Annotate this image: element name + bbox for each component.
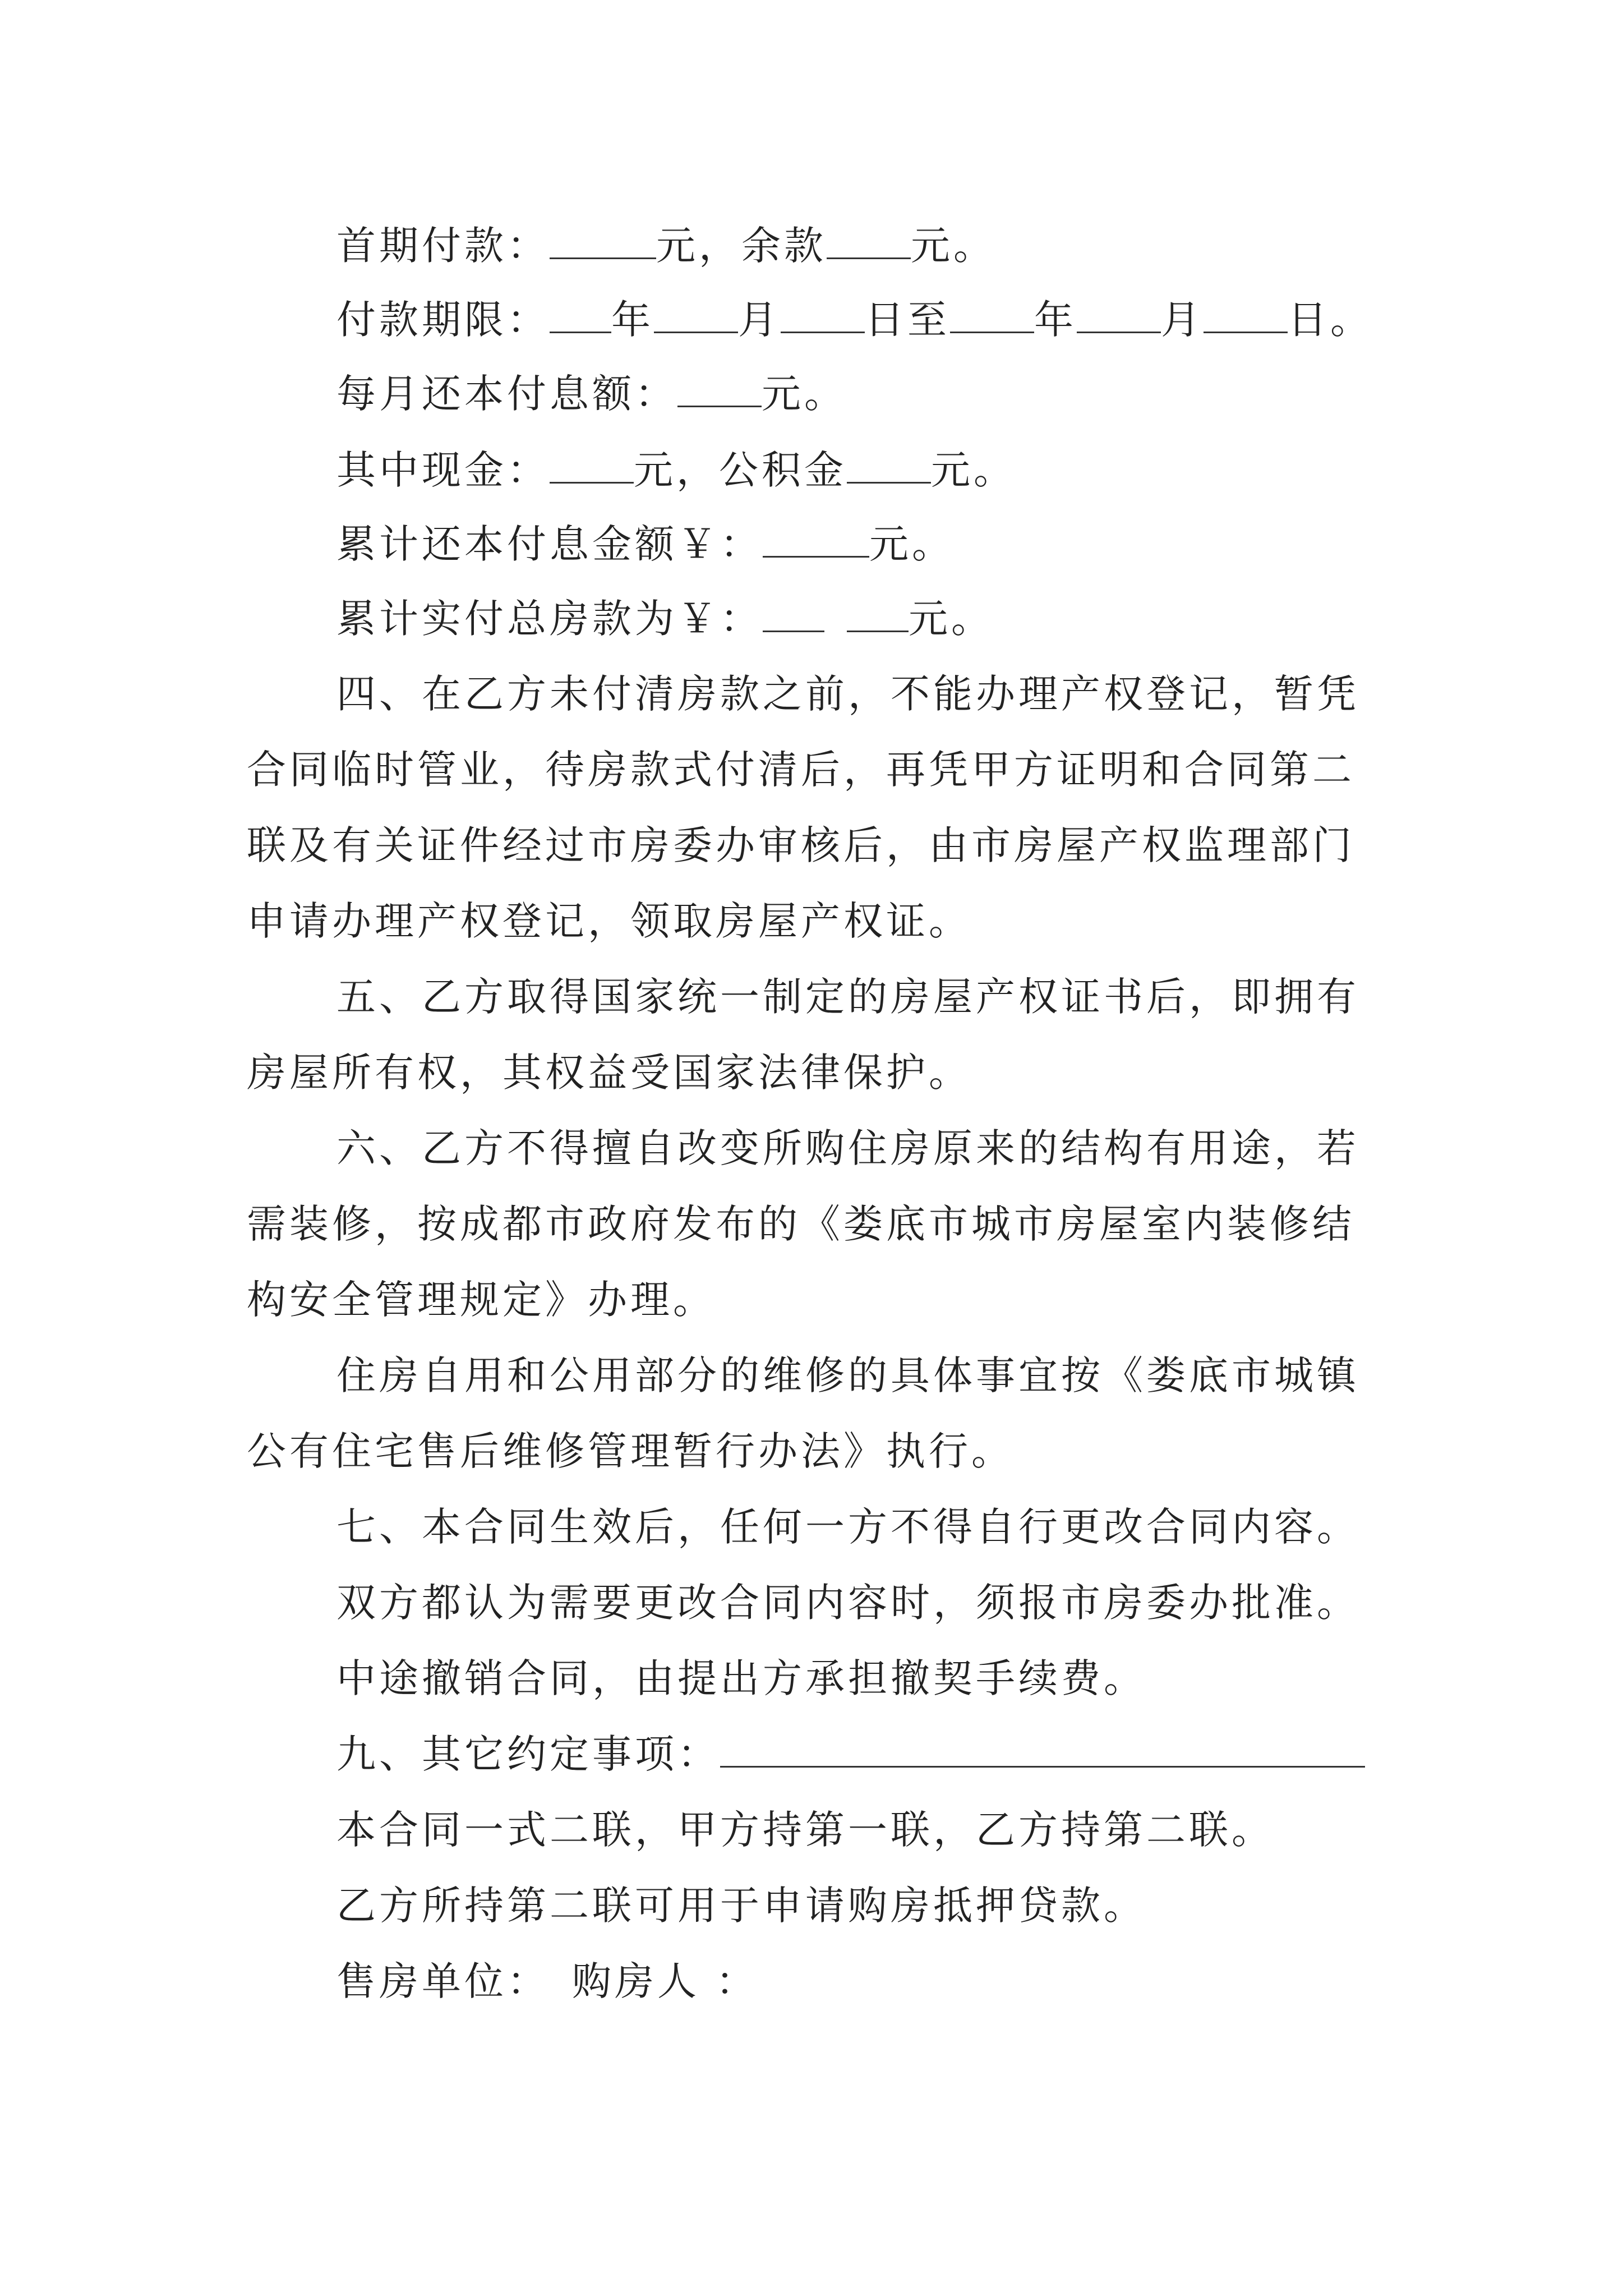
payment-term-label: 付款期限： [336,297,550,343]
yuan-period-text: 元。 [909,596,994,642]
down-payment-blank[interactable] [550,220,656,259]
seller-label: 售房单位： [336,1958,550,2004]
monthly-payment-label: 每月还本付息额： [336,371,677,417]
month-text: 月 [1161,297,1204,343]
clause-4-line-2: 合同临时管业，待房款式付清后，再凭甲方证明和合同第二 [247,747,1355,793]
monthly-payment-blank[interactable] [677,369,762,407]
fund-blank[interactable] [847,445,931,484]
cumulative-total-label: 累计实付总房款为￥： [336,596,763,642]
repair-line-1: 住房自用和公用部分的维修的具体事宜按《娄底市城镇 [336,1352,1359,1398]
start-day-blank[interactable] [781,295,865,333]
clause-7-line-2: 双方都认为需要更改合同内容时，须报市房委办批准。 [336,1580,1359,1626]
cash-blank[interactable] [550,445,634,484]
clause-9-line [336,1729,1365,1779]
signature-line [336,1956,758,2007]
start-month-blank[interactable] [654,295,738,333]
balance-blank[interactable] [827,220,911,259]
clause-6-line-2: 需装修，按成都市政府发布的《娄底市城市房屋室内装修结 [247,1201,1355,1247]
mortgage-line: 乙方所持第二联可用于申请购房抵押贷款。 [336,1883,1146,1929]
clause-4-line-3: 联及有关证件经过市房委办审核后，由市房屋产权监理部门 [247,822,1355,868]
cash-fund-line [336,445,1016,495]
down-payment-label: 首期付款： [336,223,550,269]
yuan-period-text: 元。 [911,223,996,269]
cumulative-total-blank-1[interactable] [763,593,824,632]
end-year-blank[interactable] [950,295,1034,333]
day-end-text: 日。 [1288,297,1373,343]
clause-9-label: 九、其它约定事项： [336,1731,720,1777]
balance-label: 余款 [741,223,827,269]
cumulative-interest-line [336,519,955,569]
end-day-blank[interactable] [1204,295,1288,333]
yuan-comma-text: 元， [634,447,719,493]
cumulative-total-line [336,593,994,644]
yuan-period-text: 元。 [762,371,847,417]
year-text: 年 [1034,297,1077,343]
year-text: 年 [611,297,654,343]
clause-7-line-3: 中途撤销合同，由提出方承担撤契手续费。 [336,1655,1146,1701]
clause-4-line-1: 四、在乙方未付清房款之前，不能办理产权登记，暂凭 [336,671,1359,717]
yuan-comma-text: 元， [656,223,741,269]
cumulative-interest-blank[interactable] [763,519,869,558]
buyer-label: 购房人 ： [572,1958,759,2004]
other-terms-blank[interactable] [720,1729,1365,1768]
start-year-blank[interactable] [550,295,611,333]
day-to-text: 日至 [865,297,950,343]
cumulative-interest-label: 累计还本付息金额￥： [336,521,763,567]
fund-label: 公积金 [719,447,847,493]
yuan-period-text: 元。 [931,447,1016,493]
month-text: 月 [738,297,781,343]
monthly-payment-line [336,369,847,419]
clause-5-line-1: 五、乙方取得国家统一制定的房屋产权证书后，即拥有 [336,974,1359,1020]
clause-4-line-4: 申请办理产权登记，领取房屋产权证。 [247,898,971,944]
clause-6-line-3: 构安全管理规定》办理。 [247,1277,716,1323]
yuan-period-text: 元。 [869,521,955,567]
clause-5-line-2: 房屋所有权，其权益受国家法律保护。 [247,1050,971,1096]
cumulative-total-blank-2[interactable] [847,593,909,632]
clause-6-line-1: 六、乙方不得擅自改变所购住房原来的结构有用途，若 [336,1125,1359,1171]
down-payment-line [336,220,996,271]
payment-term-line [336,295,1373,345]
repair-line-2: 公有住宅售后维修管理暂行办法》执行。 [247,1428,1014,1474]
cash-label: 其中现金： [336,447,550,493]
copies-line: 本合同一式二联，甲方持第一联，乙方持第二联。 [336,1807,1274,1853]
end-month-blank[interactable] [1077,295,1161,333]
clause-7-line-1: 七、本合同生效后，任何一方不得自行更改合同内容。 [336,1504,1359,1550]
